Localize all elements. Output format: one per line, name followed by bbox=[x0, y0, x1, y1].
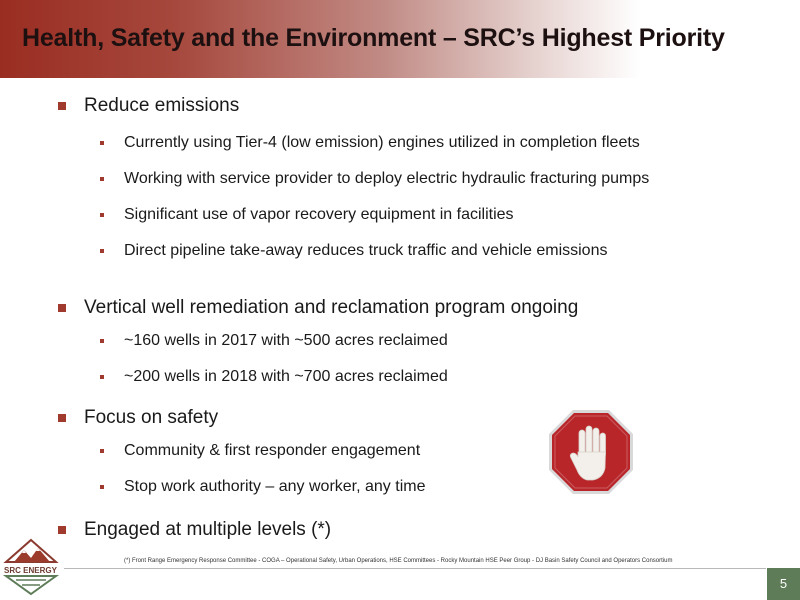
bullet-marker bbox=[100, 485, 104, 489]
sub-bullet-text: Community & first responder engagement bbox=[124, 442, 421, 459]
bullet-marker bbox=[100, 339, 104, 343]
bullet-marker bbox=[58, 414, 66, 422]
logo-text: SRC ENERGY bbox=[4, 566, 57, 575]
bullet-marker bbox=[58, 102, 66, 110]
page-number: 5 bbox=[767, 568, 800, 600]
sub-bullet-text: ~200 wells in 2018 with ~700 acres reclaimed bbox=[124, 368, 448, 385]
bullet-marker bbox=[100, 449, 104, 453]
bullet-marker bbox=[100, 249, 104, 253]
bullet-text: Reduce emissions bbox=[84, 95, 240, 116]
bullet-text: Vertical well remediation and reclamation program ongoing bbox=[84, 297, 579, 318]
bullet-text: Engaged at multiple levels (*) bbox=[84, 519, 332, 540]
bullet-marker bbox=[100, 213, 104, 217]
sub-bullet-text: Significant use of vapor recovery equipment in facilities bbox=[124, 206, 514, 223]
sub-bullet-text: Working with service provider to deploy electric hydraulic fracturing pumps bbox=[124, 170, 650, 187]
sub-bullet-text: Stop work authority – any worker, any time bbox=[124, 478, 426, 495]
bullet-marker bbox=[58, 526, 66, 534]
bullet-marker bbox=[100, 177, 104, 181]
bullet-marker bbox=[100, 375, 104, 379]
bullet-marker bbox=[58, 304, 66, 312]
sub-bullet-text: Currently using Tier-4 (low emission) engines utilized in completion fleets bbox=[124, 134, 640, 151]
sub-bullet-text: ~160 wells in 2017 with ~500 acres reclaimed bbox=[124, 332, 448, 349]
footnote: (*) Front Range Emergency Response Committee - COGA – Operational Safety, Urban Operations, HSE Committees - Rocky Mountain HSE Peer Group - DJ Basin Safety Council and Operators Consortium bbox=[124, 558, 673, 564]
stop-hand-icon bbox=[547, 408, 635, 496]
bullet-marker bbox=[100, 141, 104, 145]
bullet-text: Focus on safety bbox=[84, 407, 219, 428]
slide-title: Health, Safety and the Environment – SRC’s Highest Priority bbox=[22, 24, 725, 52]
sub-bullet-text: Direct pipeline take-away reduces truck traffic and vehicle emissions bbox=[124, 242, 608, 259]
footer-divider bbox=[64, 568, 766, 569]
